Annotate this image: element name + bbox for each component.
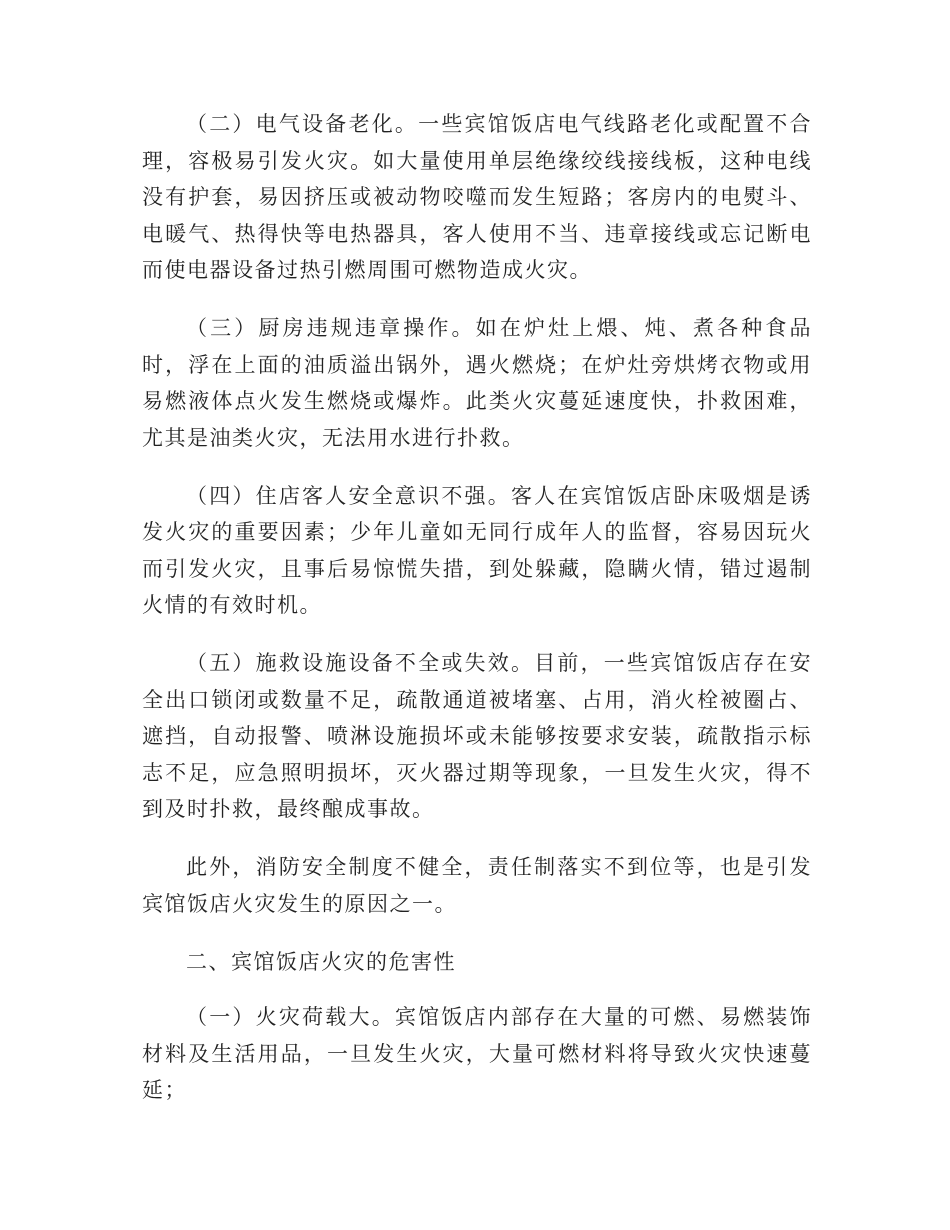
paragraph-fire-load: （一）火灾荷载大。宾馆饭店内部存在大量的可燃、易燃装饰材料及生活用品，一旦发生火灾，大量可燃材料将导致火灾快速蔓延； (142, 1005, 812, 1102)
paragraph-rescue-facilities: （五）施救设施设备不全或失效。目前，一些宾馆饭店存在安全出口锁闭或数量不足，疏散通道被堵塞、占用，消火栓被圈占、遮挡，自动报警、喷淋设施损坏或未能够按要求安装，疏散指示标志不足，应急照明损坏，灭火器过期等现象，一旦发生火灾，得不到及时扑救，最终酿成事故。 (142, 651, 812, 821)
paragraph-guest-awareness: （四）住店客人安全意识不强。客人在宾馆饭店卧床吸烟是诱发火灾的重要因素；少年儿童如无同行成年人的监督，容易因玩火而引发火灾，且事后易惊慌失措，到处躲藏，隐瞒火情，错过遏制火情的有效时机。 (142, 483, 812, 617)
document-body (142, 106, 812, 1130)
paragraph-electrical-aging: （二）电气设备老化。一些宾馆饭店电气线路老化或配置不合理，容极易引发火灾。如大量使用单层绝缘绞线接线板，这种电线没有护套，易因挤压或被动物咬噬而发生短路；客房内的电熨斗、电暖气、热得快等电热器具，客人使用不当、违章接线或忘记断电而使电器设备过热引燃周围可燃物造成火灾。 (142, 112, 812, 282)
section-heading-hazards: 二、宾馆饭店火灾的危害性 (186, 949, 456, 974)
paragraph-other-causes: 此外，消防安全制度不健全，责任制落实不到位等，也是引发宾馆饭店火灾发生的原因之一。 (142, 855, 812, 916)
paragraph-kitchen-violations: （三）厨房违规违章操作。如在炉灶上煨、炖、煮各种食品时，浮在上面的油质溢出锅外，遇火燃烧；在炉灶旁烘烤衣物或用易燃液体点火发生燃烧或爆炸。此类火灾蔓延速度快，扑救困难，尤其是油类火灾，无法用水进行扑救。 (142, 316, 812, 450)
